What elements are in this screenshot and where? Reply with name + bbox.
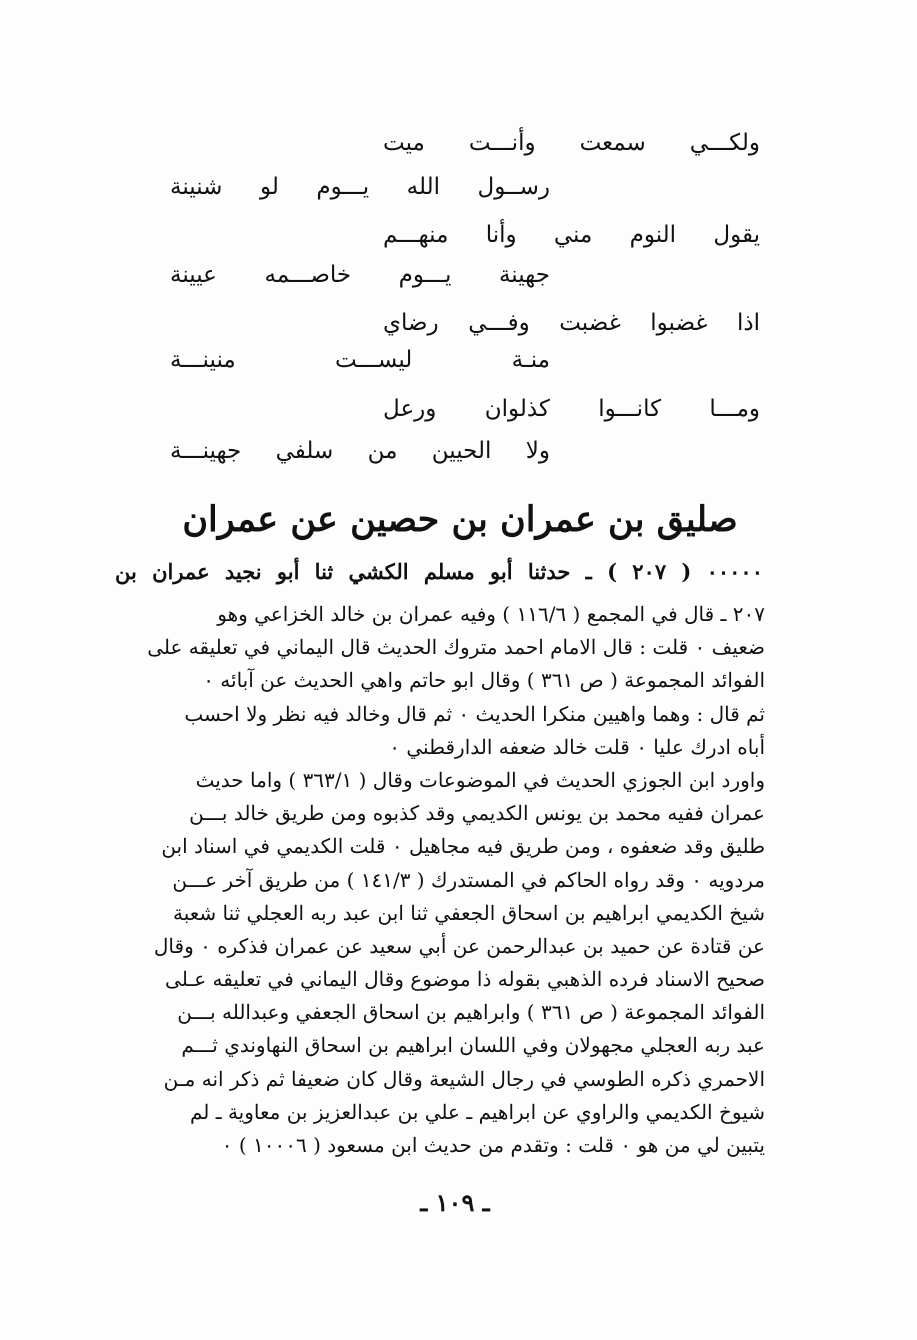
poem-word: عيينة — [170, 262, 217, 288]
poem-word: جهينـــة — [170, 438, 242, 464]
poem-word: الحيين — [431, 438, 492, 464]
poem-word: منهـــم — [383, 222, 449, 248]
note-line: شيوخ الكديمي والراوي عن ابراهيم ـ علي بن عبدالعزيز بن معاوية ـ لم — [189, 1099, 765, 1124]
poem-line-8 — [170, 436, 550, 466]
poem-word: وأنـــت — [468, 130, 536, 156]
note-line: واورد ابن الجوزي الحديث في الموضوعات وقال ( ٣٦٣/١ ) واما حديث — [195, 767, 765, 792]
hadith-chain: ٠٠٠٠٠ ( ٢٠٧ ) ـ حدثنا أبو مسلم الكشي ثنا أبو نجيد عمران بن — [115, 559, 763, 584]
poem-word: يـــوم — [316, 174, 370, 200]
note-line: طليق وقد ضعفوه ، ومن طريق فيه مجاهيل ٠ قلت الكديمي في اسناد ابن — [161, 834, 765, 859]
poem-word: من — [367, 438, 398, 464]
poem-word: ميت — [383, 130, 425, 156]
poem-word: غضبوا — [650, 310, 708, 336]
poem-word: لو — [259, 174, 279, 200]
poem-word: منينـــة — [170, 347, 236, 373]
poem-word: يقول — [713, 222, 760, 248]
note-line: ٢٠٧ ـ قال في المجمع ( ١١٦/٦ ) وفيه عمران بن خالد الخزاعي وهو — [217, 602, 765, 626]
poem-word: سلفي — [275, 438, 334, 464]
note-line: الاحمري ذكره الطوسي في رجال الشيعة وقال كان ضعيفا ثم ذكر انه مـن — [163, 1066, 765, 1091]
note-line: يتبين لي من هو ٠ قلت : وتقدم من حديث ابن مسعود ( ١٠٠٠٦ ) ٠ — [221, 1133, 765, 1157]
poem-word: خاصـــمه — [264, 262, 352, 288]
poem-word: ورعل — [383, 396, 437, 422]
note-line: ضعيف ٠ قلت : قال الامام احمد متروك الحديث قال اليماني في تعليقه على — [147, 635, 765, 660]
poem-line-4 — [170, 260, 550, 290]
note-line: عبد ربه العجلي مجهولان وفي اللسان ابراهيم بن اسحاق النهاوندي ثـــم — [181, 1033, 765, 1058]
note-line: عن قتادة عن حميد بن عبدالرحمن عن أبي سعيد عن عمران فذكره ٠ وقال — [153, 933, 765, 958]
note-line: الفوائد المجموعة ( ص ٣٦١ ) وابراهيم بن اسحاق الجعفي وعبدالله بـــن — [177, 1000, 765, 1025]
poem-word: مني — [553, 222, 593, 248]
note-line: ثم قال : وهما واهيين منكرا الحديث ٠ ثم قال وخالد فيه نظر ولا احسب — [184, 701, 765, 726]
poem-word: يـــوم — [398, 262, 452, 288]
poem-word: وأنا — [485, 222, 517, 248]
note-line: الفوائد المجموعة ( ص ٣٦١ ) وقال ابو حاتم واهي الحديث عن آبائه ٠ — [203, 668, 765, 693]
poem-word: سمعت — [579, 130, 646, 156]
commentary-notes — [112, 598, 765, 1162]
note-line: مردويه ٠ وقد رواه الحاكم في المستدرك ( ١٤١/٣ ) من طريق آخر عـــن — [172, 867, 765, 892]
poem-word: كانـــوا — [598, 396, 662, 422]
poem-word: جهينة — [498, 262, 550, 288]
poem-word: وفـــي — [468, 310, 530, 336]
poem-word: ليســـت — [335, 347, 413, 373]
note-line: شيخ الكديمي ابراهيم بن اسحاق الجعفي ثنا ابن عبد ربه العجلي ثنا شعبة — [172, 900, 765, 925]
poem-line-2 — [170, 172, 550, 202]
poem-word: اذا — [736, 310, 760, 336]
poem-word: شنينة — [170, 174, 223, 200]
poem-word: كذلوان — [484, 396, 550, 422]
poem-word: النوم — [629, 222, 677, 248]
poem-word: رضاي — [383, 310, 439, 336]
note-line: صحيح الاسناد فرده الذهبي بقوله ذا موضوع وقال اليماني في تعليقه عـلى — [165, 967, 765, 992]
poem-word: ولا — [525, 438, 550, 464]
note-line: عمران ففيه محمد بن يونس الكديمي وقد كذبوه ومن طريق خالد بـــن — [189, 801, 765, 826]
poem-word: ولكـــي — [689, 130, 760, 156]
poem-word: غضبت — [559, 310, 621, 336]
section-title: صليق بن عمران بن حصين عن عمران — [182, 499, 738, 540]
poem-word: ومـــا — [709, 396, 760, 422]
poem-line-6 — [170, 345, 550, 375]
page-number: ـ ١٠٩ ـ — [420, 1188, 490, 1217]
poem-line-1 — [383, 128, 760, 158]
poem-word: الله — [406, 174, 441, 200]
poem-line-5 — [383, 308, 760, 338]
poem-word: رســول — [477, 174, 550, 200]
note-line: أباه ادرك عليا ٠ قلت خالد ضعفه الدارقطني ٠ — [389, 734, 765, 759]
poem-line-3 — [383, 220, 760, 250]
poem-word: منـة — [511, 347, 550, 373]
poem-line-7 — [383, 394, 760, 424]
